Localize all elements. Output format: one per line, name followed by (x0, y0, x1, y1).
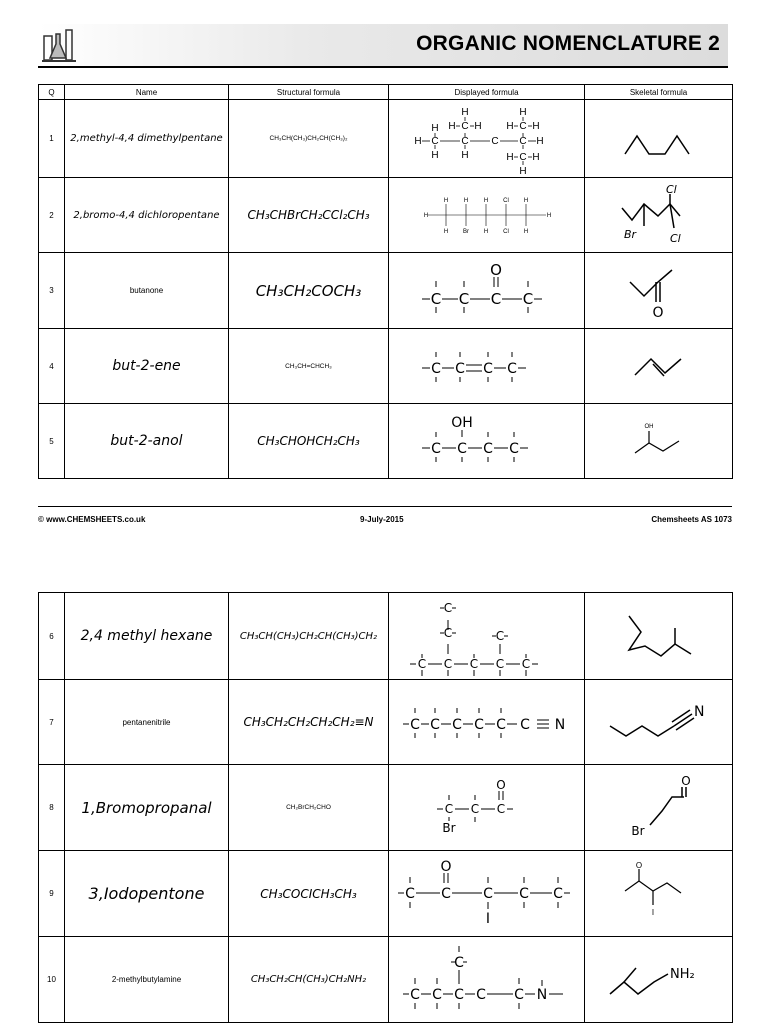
atom-label: C (552, 885, 563, 902)
atom-label: OH (644, 424, 653, 430)
atom-label: H (535, 135, 544, 147)
column-header-q: Q (39, 85, 65, 100)
nomenclature-table-2 (38, 592, 733, 1023)
atom-label: H (423, 213, 428, 219)
displayed-formula (389, 937, 585, 1023)
compound-name: but-2-anol (65, 404, 229, 479)
atom-label: H (413, 135, 422, 147)
atom-label: H (531, 151, 540, 163)
atom-label: O (635, 860, 642, 870)
atom-label: H (443, 229, 448, 235)
atom-label: C (440, 885, 451, 902)
compound-name: 2,bromo-4,4 dichloropentane (65, 178, 229, 253)
atom-label: C (443, 657, 452, 671)
compound-name: 2,4 methyl hexane (65, 593, 229, 680)
skeletal-formula (585, 765, 733, 851)
column-header-displayed: Displayed formula (389, 85, 585, 100)
skeletal-formula (585, 680, 733, 765)
question-number: 8 (39, 765, 65, 851)
page-title: ORGANIC NOMENCLATURE 2 (416, 32, 720, 55)
compound-name: 3,Iodopentone (65, 851, 229, 937)
atom-label: C (460, 135, 469, 147)
atom-label: H (531, 120, 540, 132)
table-row (39, 680, 733, 765)
atom-label: C (522, 289, 533, 308)
atom-label: C (508, 441, 519, 457)
structural-formula: CH₃CH₂CH₂CH₂CH₂≡N (229, 680, 389, 765)
atom-label: C (506, 361, 517, 377)
displayed-formula (389, 765, 585, 851)
atom-label: C (513, 986, 524, 1003)
atom-label: C (417, 657, 426, 671)
atom-label: C (444, 801, 453, 816)
atom-label: C (519, 717, 530, 733)
atom-label: I (651, 907, 654, 917)
atom-label: C (518, 885, 529, 902)
table-row (39, 765, 733, 851)
atom-label: C (451, 717, 462, 733)
question-number: 10 (39, 937, 65, 1023)
question-number: 1 (39, 100, 65, 178)
atom-label: H (518, 106, 527, 118)
table-row (39, 100, 733, 178)
table-row (39, 329, 733, 404)
atom-label: N (693, 704, 704, 720)
displayed-formula (389, 329, 585, 404)
displayed-formula (389, 593, 585, 680)
structural-formula: CH₃CH(CH₃)CH₂CH(CH₃)₂ (229, 100, 389, 178)
atom-label: C (518, 151, 527, 163)
atom-label: H (518, 165, 527, 175)
skeletal-formula (585, 253, 733, 329)
compound-name: pentanenitrile (65, 680, 229, 765)
atom-label: OH (450, 415, 473, 431)
table-row (39, 937, 733, 1023)
atom-label: H (523, 229, 528, 235)
question-number: 4 (39, 329, 65, 404)
footer-date: 9-July-2015 (360, 515, 404, 524)
atom-label: H (483, 198, 488, 204)
atom-label: H (546, 213, 551, 219)
structural-formula: CH₃COCICH₃CH₃ (229, 851, 389, 937)
atom-label: C (521, 657, 530, 671)
atom-label: C (482, 885, 493, 902)
structural-formula: CH₃CH₂CH(CH₃)CH₂NH₂ (229, 937, 389, 1023)
displayed-formula (389, 253, 585, 329)
compound-name: butanone (65, 253, 229, 329)
page-footer (38, 506, 732, 524)
atom-label: H (460, 149, 469, 161)
atom-label: H (505, 151, 514, 163)
question-number: 7 (39, 680, 65, 765)
displayed-formula (389, 851, 585, 937)
skeletal-formula (585, 937, 733, 1023)
question-number: 9 (39, 851, 65, 937)
atom-label: C (458, 289, 469, 308)
structural-formula: CH₃CH₂COCH₃ (229, 253, 389, 329)
atom-label: C (443, 601, 452, 615)
atom-label: C (430, 289, 441, 308)
atom-label: H (460, 106, 469, 118)
atom-label: H (443, 198, 448, 204)
atom-label: C (482, 441, 493, 457)
table-header-row (39, 85, 733, 100)
atom-label: C (473, 717, 484, 733)
atom-label: H (505, 120, 514, 132)
structural-formula: CH₂BrCH₂CHO (229, 765, 389, 851)
atom-label: C (469, 657, 478, 671)
structural-formula: CH₃CHBrCH₂CCl₂CH₃ (229, 178, 389, 253)
table-row (39, 851, 733, 937)
skeletal-formula (585, 404, 733, 479)
skeletal-formula (585, 329, 733, 404)
atom-label: Br (462, 229, 469, 235)
atom-label: H (430, 149, 439, 161)
atom-label: O (680, 774, 691, 788)
lab-glassware-icon (42, 26, 78, 64)
table-row (39, 253, 733, 329)
atom-label: I (485, 910, 490, 927)
atom-label: C (443, 626, 452, 640)
atom-label: C (495, 657, 504, 671)
nomenclature-table-1 (38, 84, 733, 479)
atom-label: Cl (502, 198, 509, 204)
atom-label: N (554, 717, 565, 733)
atom-label: C (453, 954, 464, 971)
atom-label: C (460, 120, 469, 132)
atom-label: O (495, 777, 506, 792)
atom-label: Cl (669, 232, 681, 245)
atom-label: H (430, 122, 439, 134)
question-number: 3 (39, 253, 65, 329)
atom-label: C (409, 986, 420, 1003)
atom-label: C (495, 629, 504, 643)
displayed-formula (389, 178, 585, 253)
table-row (39, 178, 733, 253)
atom-label: C (518, 120, 527, 132)
atom-label: C (431, 986, 442, 1003)
atom-label: C (430, 361, 441, 377)
atom-label: Cl (665, 183, 677, 196)
atom-label: C (409, 717, 420, 733)
column-header-name: Name (65, 85, 229, 100)
atom-label: C (495, 717, 506, 733)
footer-website: © www.CHEMSHEETS.co.uk (38, 515, 146, 524)
atom-label: NH₂ (669, 966, 695, 982)
question-number: 2 (39, 178, 65, 253)
atom-label: H (523, 198, 528, 204)
atom-label: H (447, 120, 456, 132)
atom-label: Br (441, 820, 456, 835)
compound-name: but-2-ene (65, 329, 229, 404)
atom-label: H (483, 229, 488, 235)
atom-label: C (490, 135, 499, 147)
structural-formula: CH₃CH(CH₃)CH₂CH(CH₃)CH₂ (229, 593, 389, 680)
atom-label: O (439, 858, 452, 875)
skeletal-formula (585, 593, 733, 680)
compound-name: 1,Bromopropanal (65, 765, 229, 851)
page-header (38, 24, 728, 68)
skeletal-formula (585, 100, 733, 178)
structural-formula: CH₃CH=CHCH₃ (229, 329, 389, 404)
footer-reference: Chemsheets AS 1073 (651, 515, 732, 524)
atom-label: Br (623, 228, 636, 241)
atom-label: O (489, 260, 502, 279)
compound-name: 2-methylbutylamine (65, 937, 229, 1023)
displayed-formula (389, 100, 585, 178)
atom-label: C (475, 986, 486, 1003)
atom-label: C (482, 361, 493, 377)
question-number: 6 (39, 593, 65, 680)
atom-label: H (473, 120, 482, 132)
question-number: 5 (39, 404, 65, 479)
atom-label: C (430, 441, 441, 457)
atom-label: C (518, 135, 527, 147)
skeletal-formula (585, 178, 733, 253)
column-header-skeletal: Skeletal formula (585, 85, 733, 100)
atom-label: O (651, 304, 664, 321)
atom-label: Br (630, 823, 645, 838)
compound-name: 2,methyl-4,4 dimethylpentane (65, 100, 229, 178)
atom-label: C (454, 361, 465, 377)
atom-label: C (404, 885, 415, 902)
displayed-formula (389, 404, 585, 479)
structural-formula: CH₃CHOHCH₂CH₃ (229, 404, 389, 479)
atom-label: C (470, 801, 479, 816)
skeletal-formula (585, 851, 733, 937)
table-row (39, 404, 733, 479)
column-header-structural: Structural formula (229, 85, 389, 100)
atom-label: C (490, 289, 501, 308)
atom-label: Cl (502, 229, 509, 235)
atom-label: C (429, 717, 440, 733)
atom-label: C (453, 986, 464, 1003)
atom-label: C (430, 135, 439, 147)
displayed-formula (389, 680, 585, 765)
atom-label: C (496, 801, 505, 816)
table-row (39, 593, 733, 680)
atom-label: H (463, 198, 468, 204)
atom-label: N (536, 986, 547, 1003)
atom-label: C (456, 441, 467, 457)
